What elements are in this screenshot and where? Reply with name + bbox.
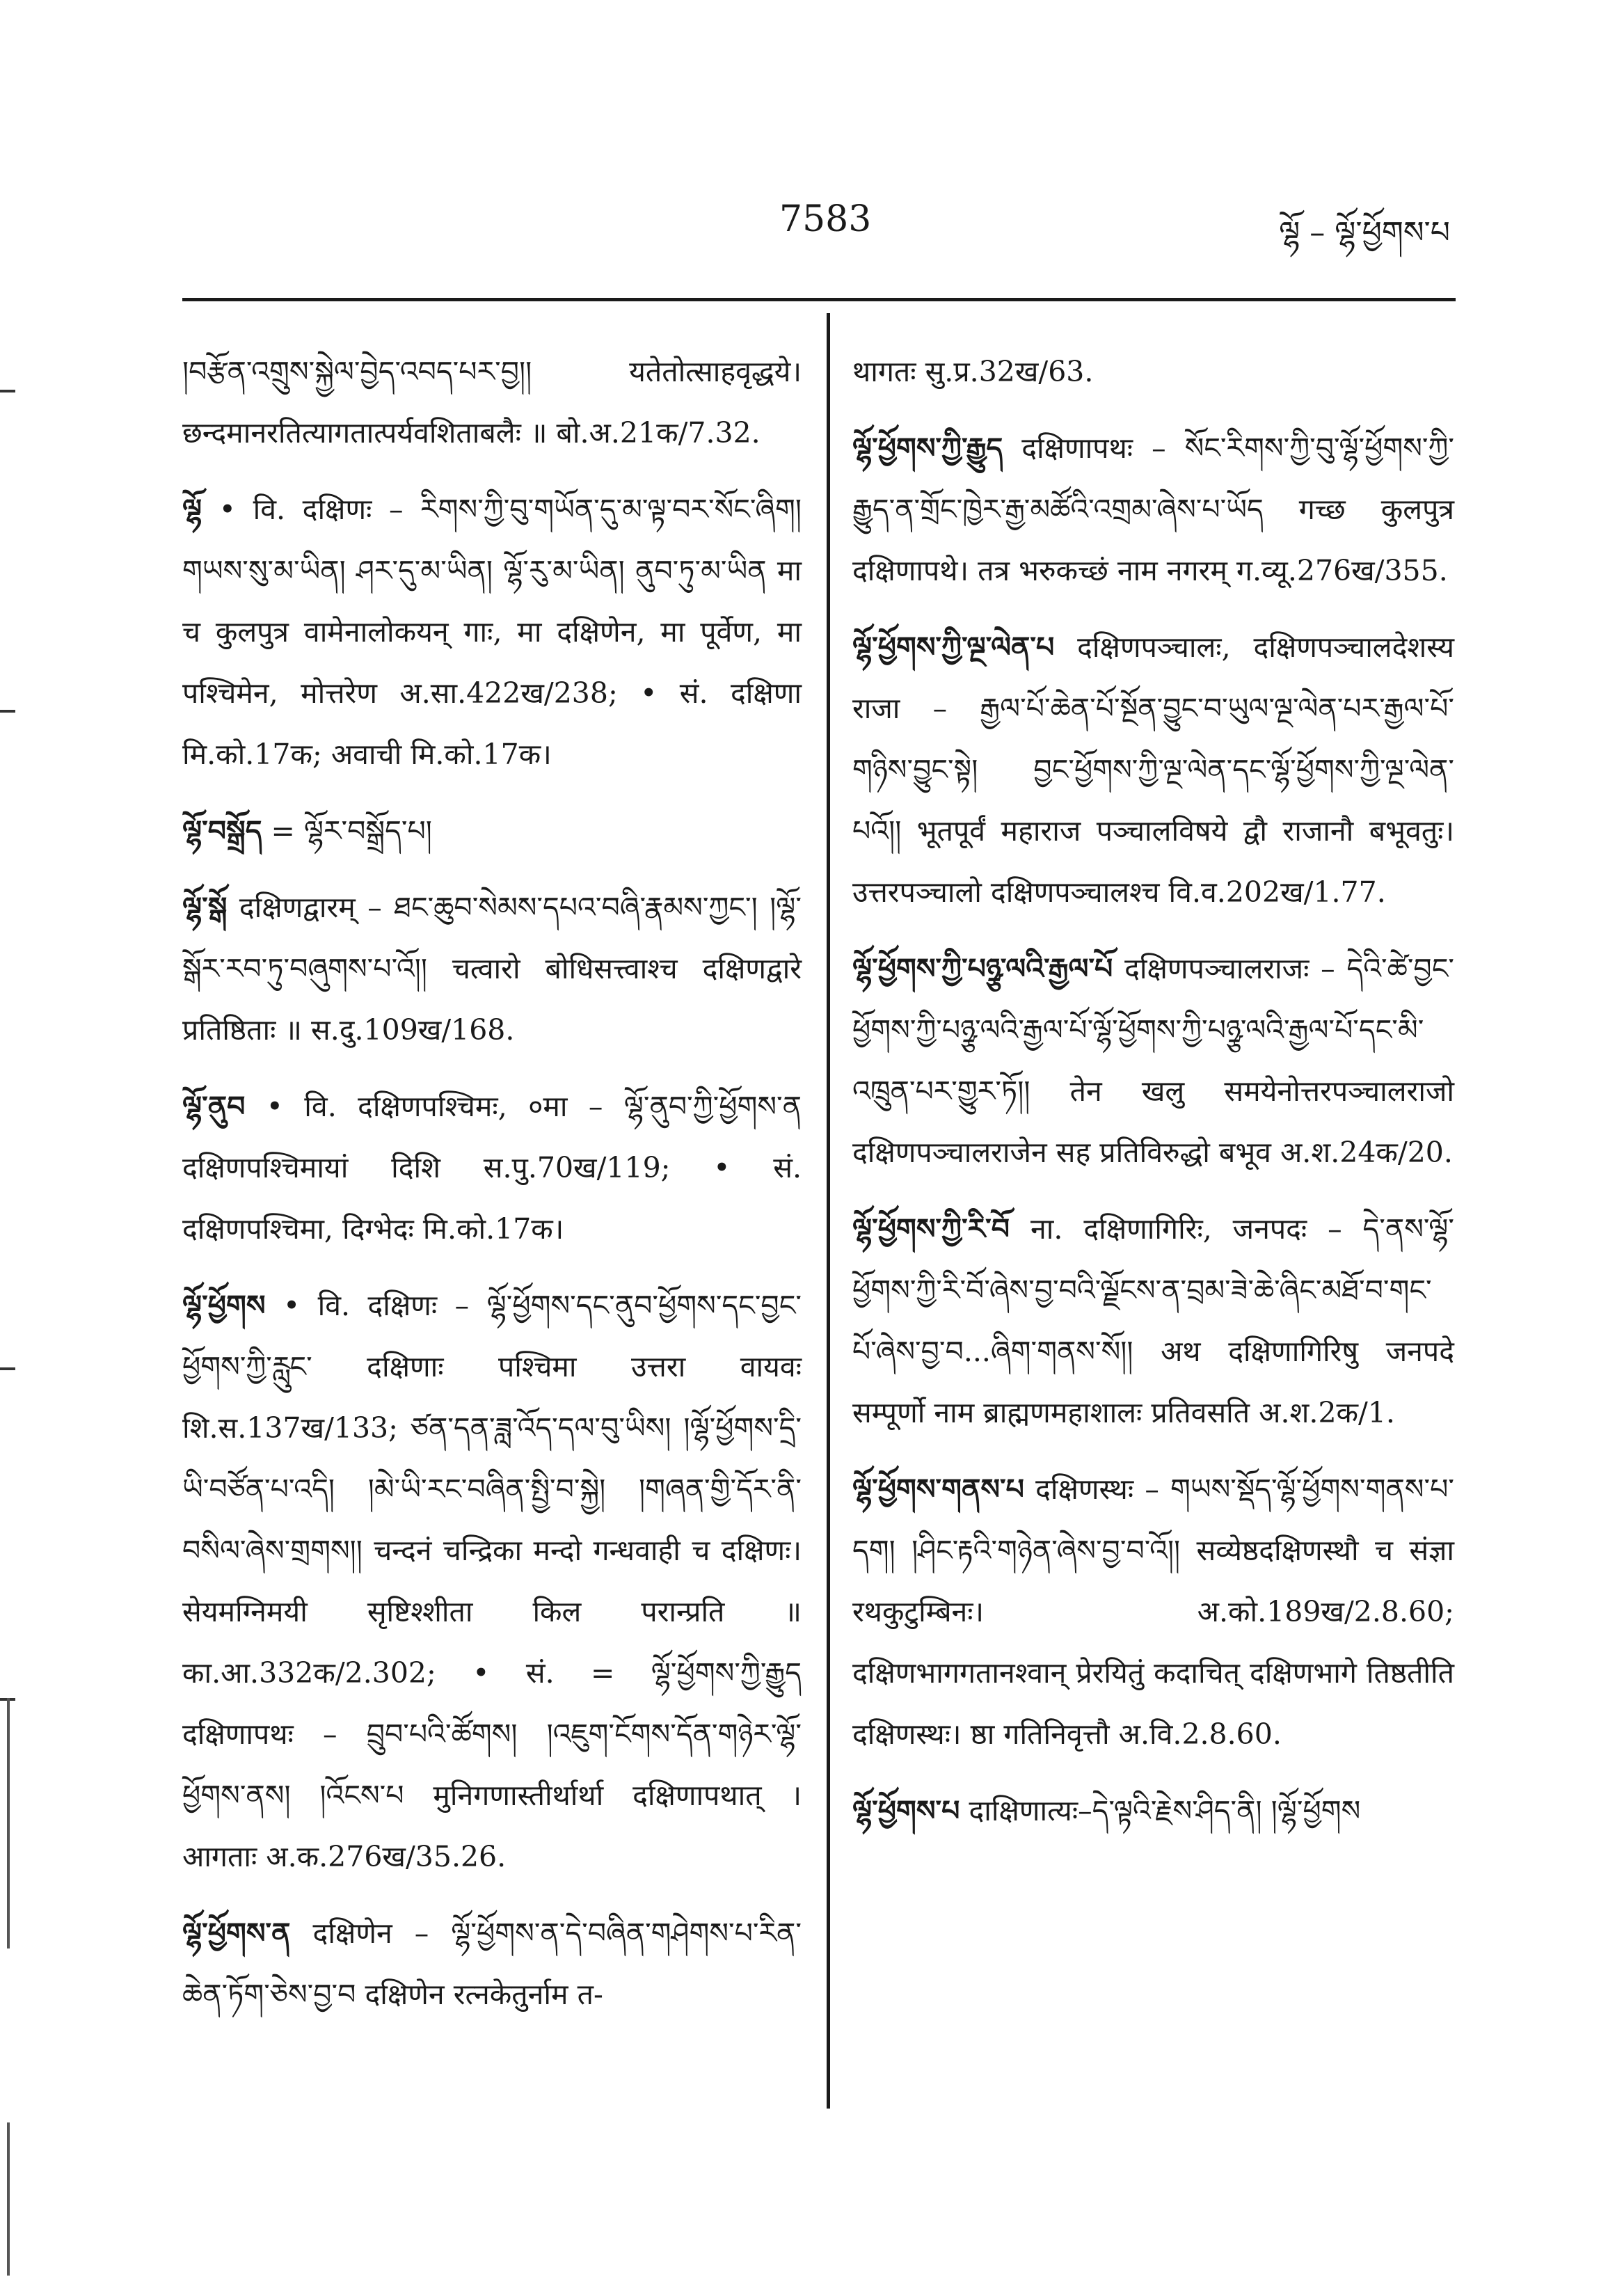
header-rule [182,298,1456,301]
dictionary-entry [852,617,1454,923]
dictionary-entry [182,1275,802,1887]
dictionary-entry [182,341,802,463]
entry-text: = ལྷོར་བསྒྲོད་པ། [271,814,432,848]
dictionary-entry [852,1459,1454,1765]
dictionary-entry [852,341,1454,402]
entry-headword: ལྷོ་ཕྱོགས་པ [852,1794,960,1827]
entry-text: • वि. दक्षिणः – རིགས་ཀྱི་བུ་གཡོན་དུ་མ་ལྟ་བར་སོང་ཞིག། གཡས་སུ་མ་ཡིན། ཤར་དུ་མ་ཡིན། ལྷོ་རུ་མ་ཡིན། ནུབ་ཏུ་མ་ཡིན मा च कुलपुत्र वामेनालोकयन् गाः, मा दक्षिणेन, मा पूर्वेण, मा पश्चिमेन, मोत्तरेण अ.सा.422ख/238; • सं. दक्षिणा मि.को.17क; अवाची मि.को.17क। [182,493,802,771]
entry-text: • वि. दक्षिणपश्चिमः, ०मा – ལྷོ་ནུབ་ཀྱི་ཕྱོགས་ན दक्षिणपश्चिमायां दिशि स.पु.70ख/119; • सं. दक्षिणपश्चिमा, दिग्भेदः मि.को.17क। [182,1090,802,1246]
margin-mark [0,710,15,713]
dictionary-entry [182,479,802,785]
entry-headword: ལྷོ་ཕྱོགས་གནས་པ [852,1473,1024,1506]
entry-text: दाक्षिणात्यः–དེ་ལྟའི་རྗེས་ཤིད་ནི། །ལྷོ་ཕྱོགས [969,1794,1361,1827]
entry-headword: ལྷོ་བསྒྲོད [182,814,262,848]
dictionary-entry [182,1903,802,2025]
entry-headword: ལྷོ་ཕྱོགས་ཀྱི་རི་བོ [852,1212,1010,1246]
running-head: ལྷོ – ལྷོ་ཕྱོགས་པ [1279,215,1450,251]
column-divider [827,313,830,2109]
dictionary-entry [852,1198,1454,1443]
dictionary-entry [182,877,802,1061]
entry-text: • वि. दक्षिणः – ལྷོ་ཕྱོགས་དང་ནུབ་ཕྱོགས་དང་བྱང་ཕྱོགས་ཀྱི་རླུང་ दक्षिणाः पश्चिमा उत्तरा वायवः शि.स.137ख/133; ཙན་དན་ཟླ་འོད་དལ་བུ་ཡིས། །ལྷོ་ཕྱོགས་དྲི་ཡི་བཙོན་པ་འདི། །མེ་ཡི་རང་བཞིན་སྤྱི་བ་སྐྱེ། །གཞན་གྱི་དོར་ནི་བསིལ་ཞེས་གྲགས།། चन्दनं चन्द्रिका मन्दो गन्धवाही च दक्षिणः। सेयमग्निमयी सृष्टिश्शीता किल परान्प्रति ॥ का.आ.332क/2.302; • सं. = ལྷོ་ཕྱོགས་ཀྱི་རྒྱུད दक्षिणापथः – བྲུབ་པའི་ཚོགས། །འཇུག་ངོགས་དོན་གཉེར་ལྷོ་ཕྱོགས་ནས། །འོངས་པ मुनिगणास्तीर्थार्था दक्षिणापथात् । आगताः अ.क.276ख/35.26. [182,1289,802,1873]
dictionary-entry [182,1076,802,1260]
margin-bar [7,2122,10,2276]
entry-headword: ལྷོ་ཕྱོགས་ཀྱི་པཉྩ་ལའི་རྒྱལ་པོ [852,952,1113,985]
entry-text: थागतः सु.प्र.32ख/63. [852,355,1094,388]
entry-text: दक्षिणपञ्चालराजः – དེའི་ཚེ་བྱང་ཕྱོགས་ཀྱི་པཉྩ་ལའི་རྒྱལ་པོ་ལྷོ་ཕྱོགས་ཀྱི་པཉྩ་ལའི་རྒྱལ་པོ་དང་མི་འཁྲུན་པར་གྱུར་ཏོ།། तेन खलु समयेनोत्तरपञ्चालराजो दक्षिणपञ्चालराजेन सह प्रतिविरुद्धो बभूव अ.श.24क/20. [852,952,1454,1169]
entry-headword: ལྷོ་ཕྱོགས་ཀྱི་ལྔ་ལེན་པ [852,630,1055,664]
entry-headword: ལྷོ་སྒོ [182,891,228,924]
entry-headword: ལྷོ་ཕྱོགས [182,1289,266,1322]
entry-headword: ལྷོ་ཕྱོགས་ཀྱི་རྒྱུད [852,431,1003,465]
entry-text: दक्षिणेन – ལྷོ་ཕྱོགས་ན་དེ་བཞིན་གཤེགས་པ་རིན་ཆེན་ཏོག་ཅེས་བྱ་བ दक्षिणेन रत्नकेतुर्नाम त- [182,1916,802,2011]
entry-text: །བརྩོན་འགྲུས་སྐྱེལ་བྱེད་འབད་པར་བྱ།། यतेतोत्साहवृद्धये। छन्दमानरतित्यागतात्पर्यवशिताबलैः ॥ बो.अ.21क/7.32. [182,355,802,450]
entry-headword: ལྷོ་ཕྱོགས་ན [182,1916,291,1950]
margin-mark [0,1367,15,1370]
entry-headword: ལྷོ་ནུབ [182,1090,246,1123]
margin-mark [0,390,15,392]
entry-text: ना. दक्षिणागिरिः, जनपदः – དེ་ནས་ལྷོ་ཕྱོགས་ཀྱི་རི་བོ་ཞེས་བྱ་བའི་ལྗོངས་ན་བྲམ་ཟེ་ཆེ་ཞིང་མཐོ་བ་གང་པོ་ཞེས་བྱ་བ...ཞིག་གནས་སོ།། अथ दक्षिणागिरिषु जनपदे सम्पूर्णो नाम ब्राह्मणमहाशालः प्रतिवसति अ.श.2क/1. [852,1212,1454,1429]
dictionary-entry [852,418,1454,601]
right-column [852,341,1454,1857]
dictionary-entry [182,800,802,862]
page-number: 7583 [779,198,872,240]
dictionary-entry [852,938,1454,1183]
dictionary-entry [852,1780,1454,1841]
left-column [182,341,802,2040]
entry-headword: ལྷོ [182,493,202,526]
entry-text: दक्षिणापथः – སོང་རིགས་ཀྱི་བུ་ལྷོ་ཕྱོགས་ཀྱི་རྒྱུད་ན་གྲོང་ཁྱེར་རྒྱ་མཚོའི་འགྲམ་ཞེས་པ་ཡོད गच्छ कुलपुत्र दक्षिणापथे। तत्र भरुकच्छं नाम नगरम् ग.व्यू.276ख/355. [852,431,1454,587]
entry-text: दक्षिणस्थः – གཡས་སྡོད་ལྷོ་ཕྱོགས་གནས་པ་དག། །ཤིང་རྟའི་གཉེན་ཞེས་བྱ་བ་འོ།། सव्येष्ठदक्षिणस्थौ च संज्ञा रथकुटुम्बिनः। अ.को.189ख/2.8.60; दक्षिणभागगतानश्वान् प्रेरयितुं कदाचित् दक्षिणभागे तिष्ठतीति दक्षिणस्थः। ष्ठा गतिनिवृत्तौ अ.वि.2.8.60. [852,1473,1454,1751]
margin-bar [7,1698,10,1948]
entry-text: दक्षिणपञ्चालः, दक्षिणपञ्चालदेशस्य राजा – རྒྱལ་པོ་ཆེན་པོ་སྔོན་བྱུང་བ་ཡུལ་ལྔ་ལེན་པར་རྒྱལ་པོ་གཉིས་བྱུང་སྟེ། བྱང་ཕྱོགས་ཀྱི་ལྔ་ལེན་དང་ལྷོ་ཕྱོགས་ཀྱི་ལྔ་ལེན་པའོ།། भूतपूर्वं महाराज पञ्चालविषये द्वौ राजानौ बभूवतुः। उत्तरपञ्चालो दक्षिणपञ्चालश्च वि.व.202ख/1.77. [852,630,1454,909]
entry-text: दक्षिणद्वारम् – ཐང་ཆུབ་སེམས་དཔའ་བཞི་རྣམས་ཀྱང་། །ལྷོ་སྒོར་རབ་ཏུ་བཞུགས་པ་འོ།། चत्वारो बोधिसत्त्वाश्च दक्षिणद्वारे प्रतिष्ठिताः ॥ स.दु.109ख/168. [182,891,802,1047]
